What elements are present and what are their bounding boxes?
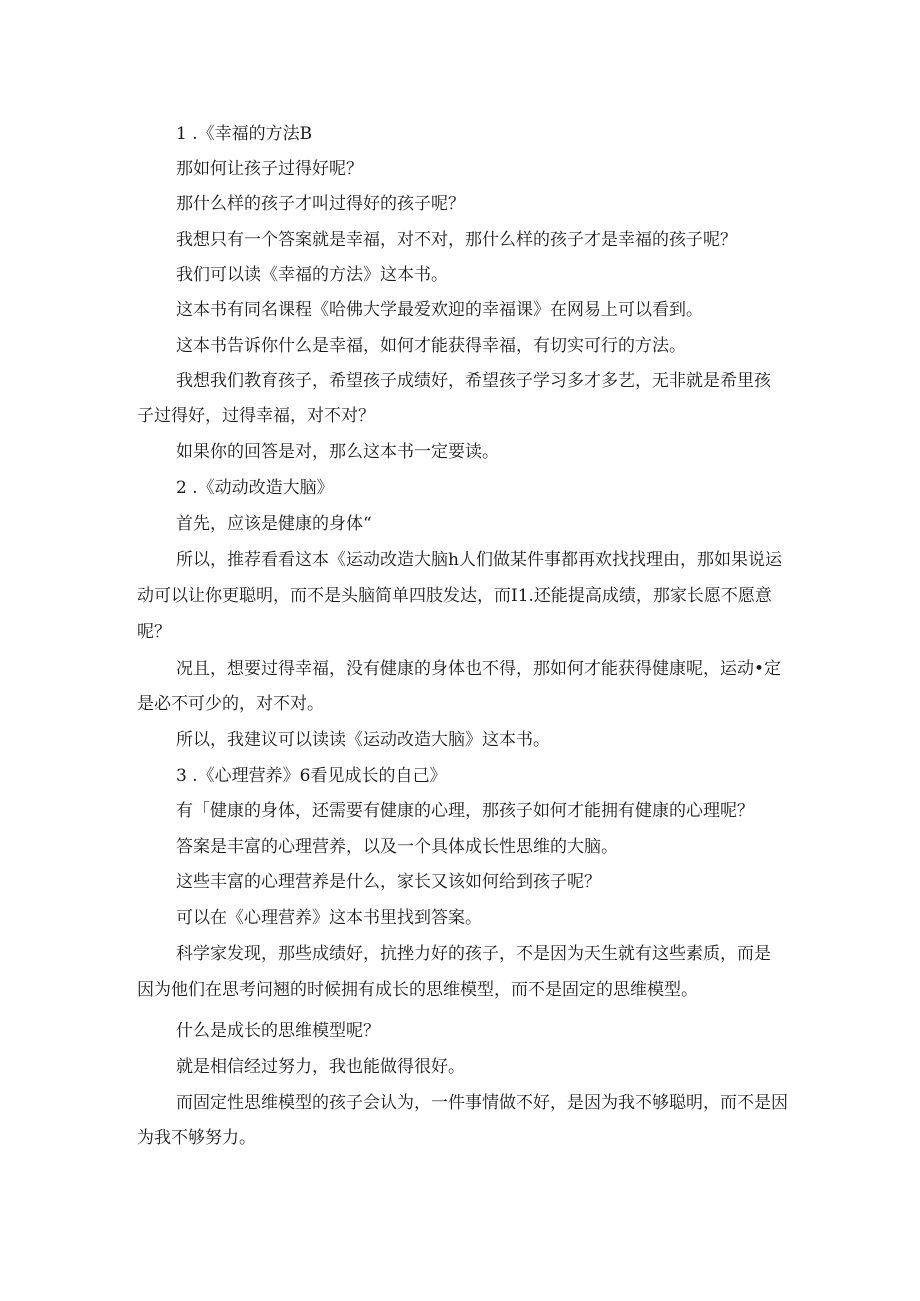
text-line: 我想只有一个答案就是幸福，对不对，那什么样的孩子才是幸福的孩子呢？	[176, 230, 737, 250]
text-line: 况且，想要过得幸福，没有健康的身体也不得，那如何才能获得健康呢，运动•定	[176, 659, 782, 679]
text-line: 为我不够努力。	[137, 1128, 256, 1148]
text-line: 所以，推荐看看这本《运动改造大脑h人们做某件事都再欢找找理由，那如果说运	[176, 550, 782, 570]
text-line: 那什么样的孩子才叫过得好的孩子呢？	[176, 194, 465, 214]
text-line: 这些丰富的心理营养是什么，家长又该如何给到孩子呢？	[176, 872, 601, 892]
text-line: 这本书告诉你什么是幸福，如何才能获得幸福，有切实可行的方法。	[176, 336, 686, 356]
text-line: 3 .《心理营养》6看见成长的自己》	[176, 766, 447, 786]
text-line: 是必不可少的，对不对。	[137, 694, 324, 714]
text-line: 可以在《心理营养》这本书里找到答案。	[176, 908, 482, 928]
text-line: 而固定性思维模型的孩子会认为，一件事情做不好，是因为我不够聪明，而不是因	[176, 1093, 788, 1113]
text-line: 如果你的回答是对，那么这本书一定要读。	[176, 442, 499, 462]
text-line: 1 .《幸福的方法B	[176, 124, 313, 144]
text-line: 那如何让孩子过得好呢？	[176, 159, 363, 179]
text-line: 我们可以读《幸福的方法》这本书。	[176, 265, 448, 285]
text-line: 答案是丰富的心理营养，以及一个具体成长性思维的大脑。	[176, 837, 618, 857]
text-line: 因为他们在思考问翘的时候拥有成长的思维模型，而不是固定的思维模型。	[137, 980, 698, 1000]
text-line: 科学家发现，那些成绩好，抗挫力好的孩子，不是因为天生就有这些素质，而是	[176, 944, 771, 964]
text-line: 2 .《动动改造大脑》	[176, 478, 334, 498]
text-line: 首先，应该是健康的身体“	[176, 514, 372, 534]
text-line: 呢？	[137, 622, 171, 642]
text-line: 有「健康的身体，还需要有健康的心理，那孩子如何才能拥有健康的心理呢？	[176, 801, 754, 821]
text-line: 就是相信经过努力，我也能做得很好。	[176, 1057, 465, 1077]
text-line: 动可以让你更聪明，而不是头脑简单四肢发达，而I1.还能提高成绩，那家长愿不愿意	[137, 586, 772, 606]
text-line: 子过得好，过得幸福，对不对？	[137, 406, 375, 426]
text-line: 我想我们教育孩子，希望孩子成绩好，希望孩子学习多才多艺，无非就是希里孩	[176, 371, 771, 391]
text-line: 所以，我建议可以读读《运动改造大脑》这本书。	[176, 730, 550, 750]
text-line: 什么是成长的思维模型呢？	[176, 1021, 380, 1041]
text-line: 这本书有同名课程《哈佛大学最爱欢迎的幸福课》在网易上可以看到。	[176, 300, 703, 320]
